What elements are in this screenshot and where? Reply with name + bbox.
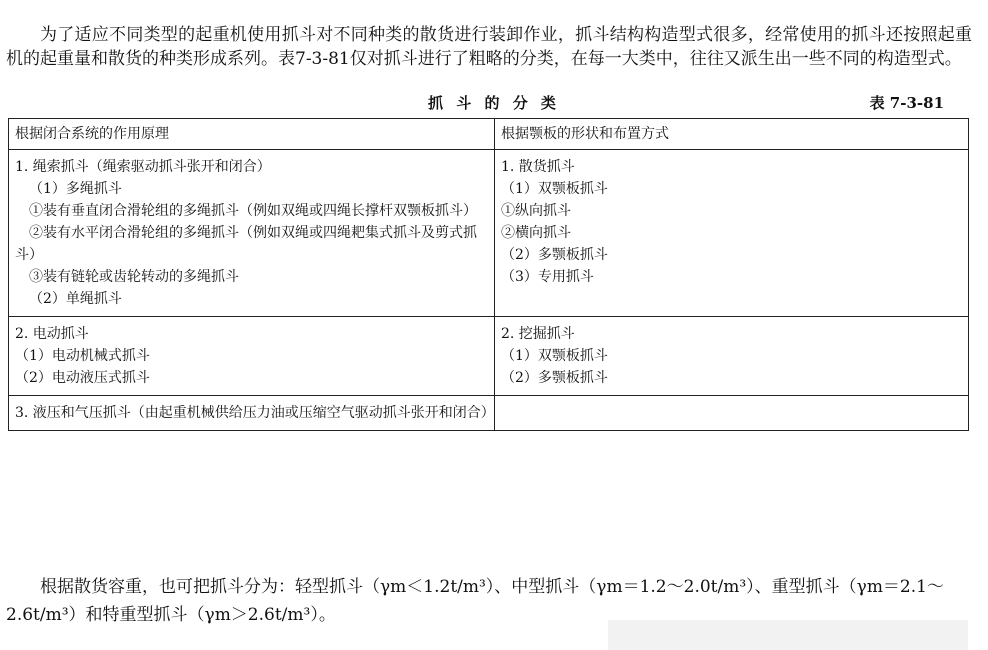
- cell-line: ③装有链轮或齿轮转动的多绳抓斗: [29, 269, 239, 285]
- table-title: 抓 斗 的 分 类: [428, 94, 560, 112]
- cell-left: [9, 317, 495, 396]
- cell-line: （2）多颚板抓斗: [501, 247, 608, 263]
- cell-line: （2）单绳抓斗: [29, 291, 122, 307]
- cell-left: [9, 150, 495, 317]
- cell-line: （1）多绳抓斗: [29, 181, 122, 197]
- intro-paragraph: 为了适应不同类型的起重机使用抓斗对不同种类的散货进行装卸作业，抓斗结构构造型式很多，经常使用的抓斗还按照起重机的起重量和散货的种类形成系列。表7-3-81仅对抓斗进行了粗略的分类，在每一大类中，往往又派生出一些不同的构造型式。: [6, 25, 972, 69]
- cell-line: 2. 挖掘抓斗: [501, 326, 575, 342]
- table-row: [9, 396, 969, 431]
- cell-line: 1. 绳索抓斗（绳索驱动抓斗张开和闭合）: [15, 159, 271, 175]
- footer-paragraph: 根据散货容重，也可把抓斗分为：轻型抓斗（γm＜1.2t/m³）、中型抓斗（γm＝1.2～2.0t/m³）、重型抓斗（γm＝2.1～2.6t/m³）和特重型抓斗（γm＞2.6t/m³）。: [6, 577, 944, 625]
- cell-line: 3. 液压和气压抓斗（由起重机械供给压力油或压缩空气驱动抓斗张开和闭合）: [15, 405, 495, 421]
- grab-classification-table: [8, 118, 969, 431]
- cell-line: （3）专用抓斗: [501, 269, 594, 285]
- cell-left: [9, 396, 495, 431]
- table-row: [9, 317, 969, 396]
- cell-line: 1. 散货抓斗: [501, 159, 575, 175]
- table-row: [9, 150, 969, 317]
- table-header-row: [9, 119, 969, 150]
- cell-right: [495, 150, 969, 317]
- table-number: 表 7-3-81: [869, 94, 944, 112]
- cell-line: （2）多颚板抓斗: [501, 370, 608, 386]
- cell-line: （1）双颚板抓斗: [501, 348, 608, 364]
- cell-line: （2）电动液压式抓斗: [15, 370, 150, 386]
- header-right: 根据颚板的形状和布置方式: [495, 119, 969, 150]
- header-left: 根据闭合系统的作用原理: [9, 119, 495, 150]
- cell-line: ①纵向抓斗: [501, 203, 571, 219]
- cell-right-empty: [495, 396, 969, 431]
- cell-line: 2. 电动抓斗: [15, 326, 89, 342]
- cell-line: ②横向抓斗: [501, 225, 571, 241]
- cell-line: （1）电动机械式抓斗: [15, 348, 150, 364]
- cell-line: ①装有垂直闭合滑轮组的多绳抓斗（例如双绳或四绳长撑杆双颚板抓斗）: [29, 203, 477, 219]
- cell-line: （1）双颚板抓斗: [501, 181, 608, 197]
- cell-right: [495, 317, 969, 396]
- cell-line: ②装有水平闭合滑轮组的多绳抓斗（例如双绳或四绳耙集式抓斗及剪式抓斗）: [15, 225, 477, 263]
